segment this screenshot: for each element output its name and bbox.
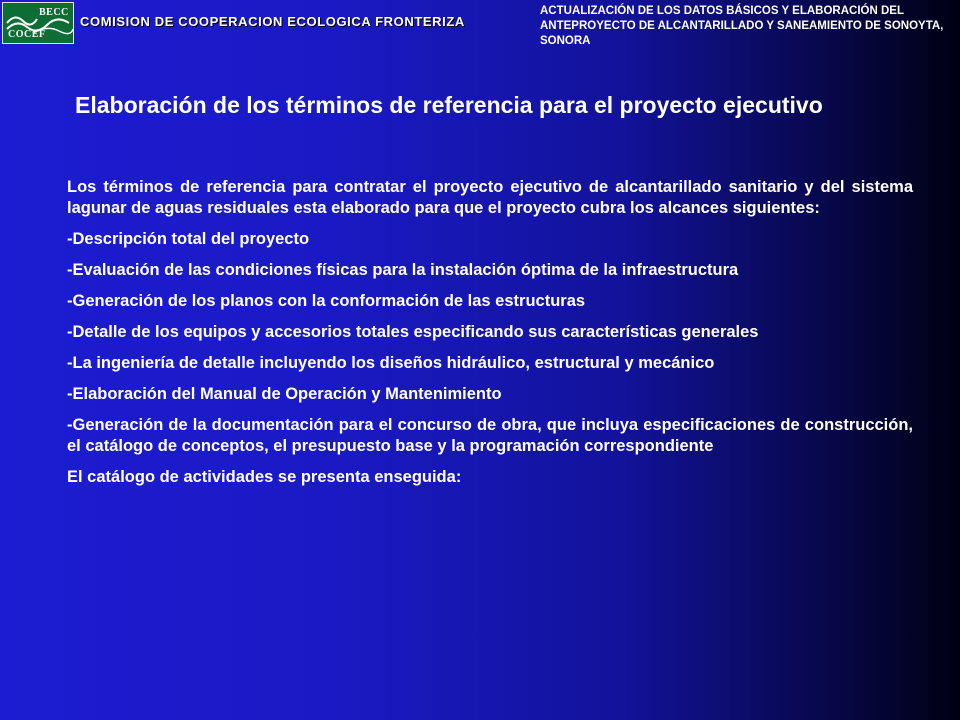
slide-title: Elaboración de los términos de referencia para el proyecto ejecutivo: [75, 92, 823, 118]
scope-item-evaluation: -Evaluación de las condiciones físicas para la instalación óptima de la infraestructura: [67, 261, 739, 279]
scope-item-description: -Descripción total del proyecto: [67, 230, 310, 248]
scope-item-manual: -Elaboración del Manual de Operación y Mantenimiento: [67, 385, 502, 403]
intro-paragraph: Los términos de referencia para contratar el proyecto ejecutivo de alcantarillado sanitario y del sistema lagunar de aguas residuales esta elaborado para que el proyecto cubra los alcances siguientes:: [67, 178, 913, 217]
logo-text-cocef: COCEF: [8, 29, 46, 40]
scope-item-documentation: -Generación de la documentación para el concurso de obra, que incluya especificaciones de construcción, el catálogo de conceptos, el presupuesto base y la programación correspondiente: [67, 416, 913, 455]
scope-item-equipment: -Detalle de los equipos y accesorios totales especificando sus características generales: [67, 323, 759, 341]
scope-item-engineering: -La ingeniería de detalle incluyendo los diseños hidráulico, estructural y mecánico: [67, 354, 715, 372]
closing-paragraph: El catálogo de actividades se presenta enseguida:: [67, 468, 462, 486]
becc-cocef-logo: [2, 2, 74, 44]
scope-item-plans: -Generación de los planos con la conformación de las estructuras: [67, 292, 586, 310]
slide-content: [67, 177, 913, 498]
logo-text-becc: BECC: [39, 7, 69, 18]
project-title: ACTUALIZACIÓN DE LOS DATOS BÁSICOS Y ELABORACIÓN DEL ANTEPROYECTO DE ALCANTARILLADO Y SANEAMIENTO DE SONOYTA, SONORA: [540, 5, 944, 47]
organization-name: COMISION DE COOPERACION ECOLOGICA FRONTERIZA: [80, 14, 465, 29]
